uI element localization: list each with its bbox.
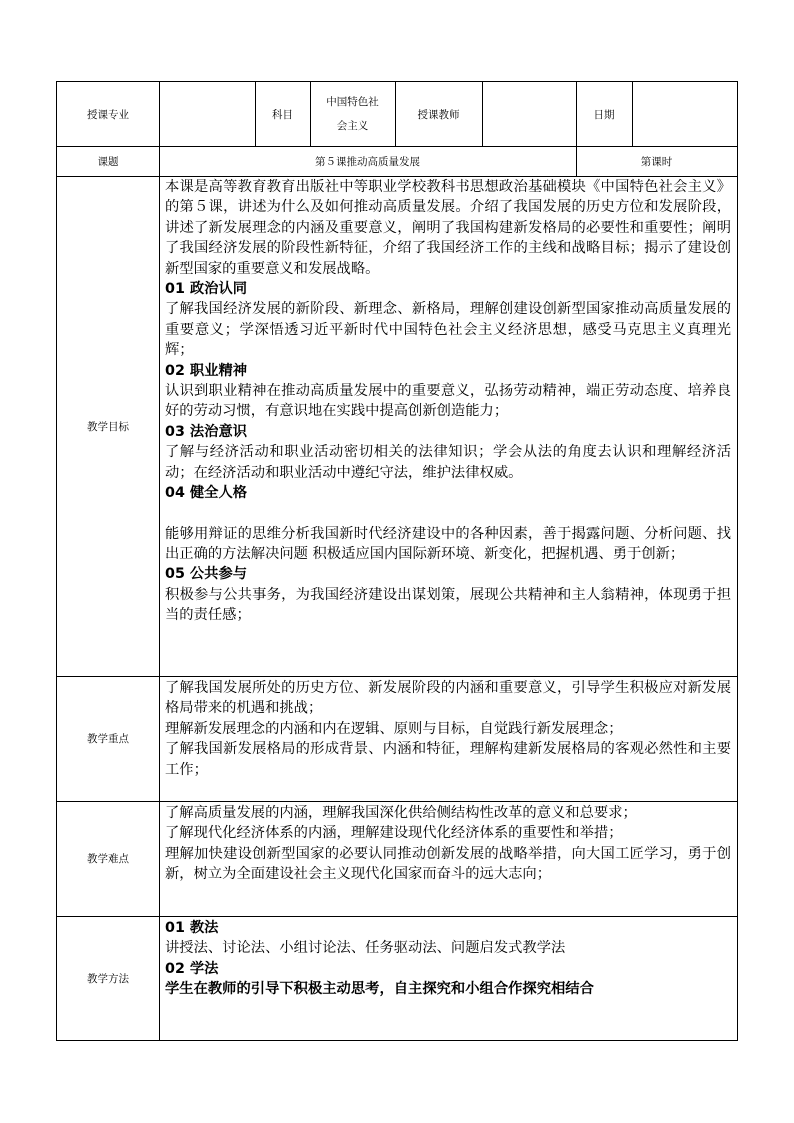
key-points-label: 教学重点 xyxy=(87,733,129,745)
column-divider xyxy=(159,82,160,1040)
goal-heading: 04 健全人格 xyxy=(165,485,248,502)
subject-value-line1: 中国特色社 xyxy=(326,96,379,108)
key-point-line: 了解我国新发展格局的形成背景、内涵和特征，理解构建新发展格局的客观必然性和主要工作； xyxy=(165,741,731,778)
date-value[interactable] xyxy=(632,82,737,146)
difficulties-content xyxy=(165,803,731,885)
blank-line xyxy=(165,504,731,524)
learn-method-heading: 02 学法 xyxy=(165,960,219,977)
subject-value-line2: 会主义 xyxy=(336,120,369,132)
topic-value: 第５课推动高质量发展 xyxy=(315,155,420,168)
goals-label: 教学目标 xyxy=(87,420,129,433)
lesson-plan-table xyxy=(56,81,738,1041)
goal-heading: 03 法治意识 xyxy=(165,423,248,440)
goal-text: 能够用辩证的思维分析我国新时代经济建设中的各种因素，善于揭露问题、分析问题、找出正确的方法解决问题 积极适应国内国际新环境、新变化，把握机遇、勇于创新； xyxy=(165,525,731,562)
teacher-label: 授课教师 xyxy=(417,108,460,121)
goals-content xyxy=(165,177,731,626)
difficulties-label: 教学难点 xyxy=(87,853,129,865)
key-point-line: 理解新发展理念的内涵和内在逻辑、原则与目标，自觉践行新发展理念； xyxy=(165,720,623,737)
goal-text: 了解我国经济发展的新阶段、新理念、新格局，理解创建设创新型国家推动高质量发展的重要意义；学深悟透习近平新时代中国特色社会主义经济思想，感受马克思主义真理光辉； xyxy=(165,301,731,359)
major-label: 授课专业 xyxy=(87,108,129,121)
date-label: 日期 xyxy=(593,108,615,121)
key-points-content xyxy=(165,678,731,780)
difficulty-line: 理解加快建设创新型国家的必要认同推动创新发展的战略举措，向大国工匠学习，勇于创新，树立为全面建设社会主义现代化国家而奋斗的远大志向； xyxy=(165,845,731,883)
goal-heading: 01 政治认同 xyxy=(165,281,248,298)
goal-heading: 05 公共参与 xyxy=(165,566,248,583)
teach-method-heading: 01 教法 xyxy=(165,920,219,936)
goal-text: 认识到职业精神在推动高质量发展中的重要意义，弘扬劳动精神，端正劳动态度、培养良好的劳动习惯，有意识地在实践中提高创新创造能力； xyxy=(165,383,731,420)
methods-label: 教学方法 xyxy=(87,972,129,985)
goal-heading: 02 职业精神 xyxy=(165,362,248,379)
major-value[interactable] xyxy=(159,82,255,146)
period-label: 第课时 xyxy=(640,155,673,168)
methods-content xyxy=(165,918,731,1000)
difficulty-line: 了解现代化经济体系的内涵，理解建设现代化经济体系的重要性和举措； xyxy=(165,825,623,842)
key-point-line: 了解我国发展所处的历史方位、新发展阶段的内涵和重要意义，引导学生积极应对新发展格局带来的机遇和挑战； xyxy=(165,680,731,717)
difficulty-line: 了解高质量发展的内涵，理解我国深化供给侧结构性改革的意义和总要求； xyxy=(165,805,637,821)
teacher-value[interactable] xyxy=(482,82,576,146)
goals-intro: 本课是高等教育教育出版社中等职业学校教科书思想政治基础模块《中国特色社会主义》的第５课，讲述为什么及如何推动高质量发展。介绍了我国发展的历史方位和发展阶段，讲述了新发展理念的内涵及重要意义，阐明了我国构建新发格局的必要性和重要性；阐明了我国经济发展的阶段性新特征，介绍了我国经济工作的主线和战略目标；揭示了建设创新型国家的重要意义和发展战略。 xyxy=(165,179,731,277)
subject-value xyxy=(310,82,395,146)
goal-text: 积极参与公共事务，为我国经济建设出谋划策，展现公共精神和主人翁精神，体现勇于担当的责任感； xyxy=(165,586,731,624)
goal-text: 了解与经济活动和职业活动密切相关的法律知识；学会从法的角度去认识和理解经济活动；在经济活动和职业活动中遵纪守法，维护法律权威。 xyxy=(165,444,731,481)
subject-label: 科目 xyxy=(272,108,293,121)
topic-label: 课题 xyxy=(97,155,119,168)
teach-method-text: 讲授法、讨论法、小组讨论法、任务驱动法、问题启发式教学法 xyxy=(165,940,566,957)
learn-method-text: 学生在教师的引导下积极主动思考，自主探究和小组合作探究相结合 xyxy=(165,981,594,998)
